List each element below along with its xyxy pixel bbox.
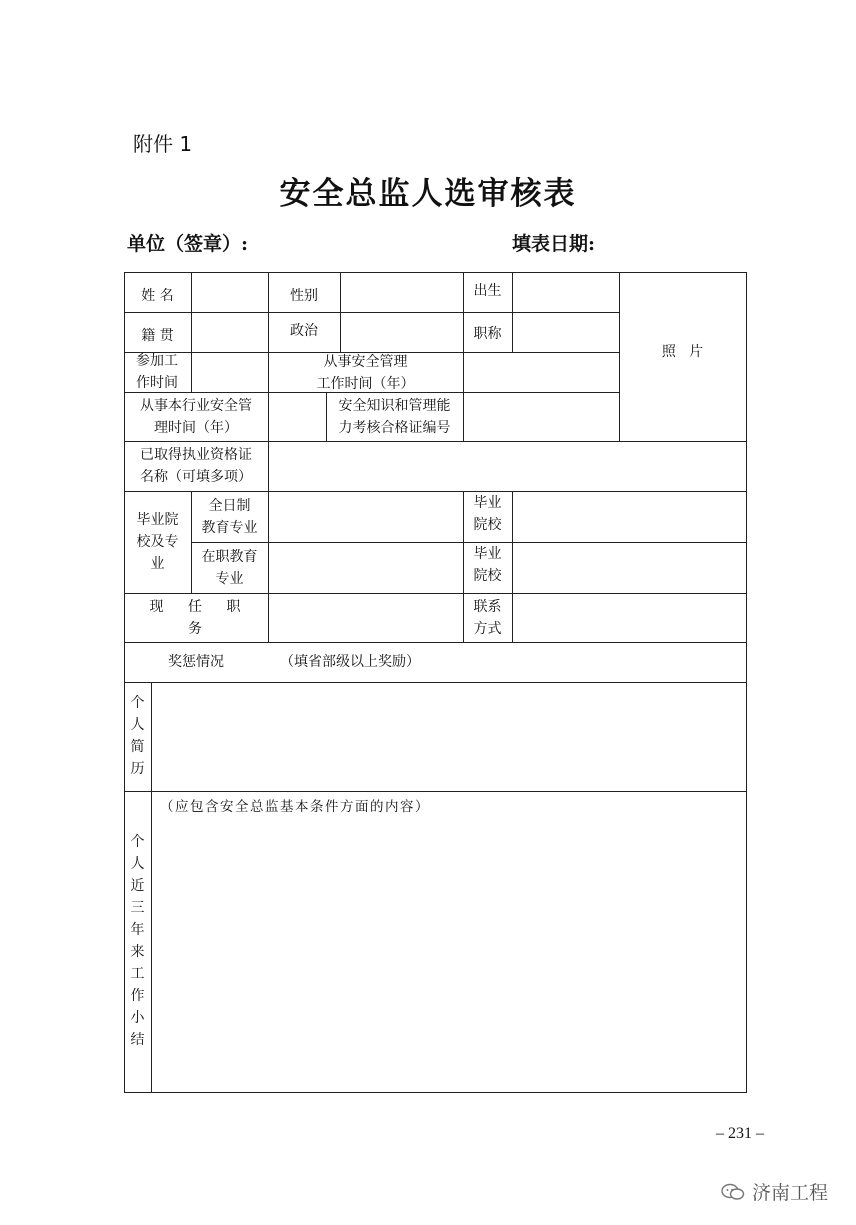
fulltime-edu-field[interactable] bbox=[268, 491, 463, 542]
grad-school-label bbox=[463, 491, 512, 542]
resume-char: 人 bbox=[130, 717, 145, 733]
awards-note: （填省部级以上奖励） bbox=[280, 654, 420, 670]
cert-number-line1: 安全知识和管理能 bbox=[338, 397, 451, 414]
cert-number-field[interactable] bbox=[463, 392, 619, 441]
native-place-label: 籍 贯 bbox=[141, 328, 174, 344]
school-major-line1: 毕业院 bbox=[136, 512, 179, 528]
fulltime-edu-line1: 全日制 bbox=[208, 497, 251, 514]
industry-years-label bbox=[124, 392, 268, 441]
summary-char: 结 bbox=[130, 1032, 145, 1048]
safety-years-field[interactable] bbox=[463, 352, 619, 392]
fill-date-label: 填表日期: bbox=[512, 233, 596, 255]
work-start-line2: 作时间 bbox=[136, 375, 178, 391]
contact-field[interactable] bbox=[512, 593, 746, 642]
birth-label: 出生 bbox=[473, 283, 502, 299]
qualification-line1: 已取得执业资格证 bbox=[140, 447, 252, 463]
birth-field[interactable] bbox=[512, 272, 619, 312]
resume-char: 历 bbox=[130, 761, 145, 777]
grad-school2-field[interactable] bbox=[512, 542, 746, 593]
title-rank-field[interactable] bbox=[512, 312, 619, 352]
school-major-line3: 业 bbox=[150, 556, 165, 572]
grad-school-line1: 毕业 bbox=[473, 495, 502, 511]
parttime-edu-line2: 专业 bbox=[215, 570, 244, 587]
industry-years-field[interactable] bbox=[268, 392, 326, 441]
gender-label: 性别 bbox=[290, 288, 318, 304]
politics-label: 政治 bbox=[290, 323, 318, 339]
name-field[interactable] bbox=[191, 272, 268, 312]
watermark-text: 济南工程 bbox=[751, 1182, 828, 1204]
photo-box[interactable] bbox=[619, 272, 746, 441]
summary-char: 年 bbox=[130, 922, 145, 938]
resume-field[interactable] bbox=[151, 682, 746, 791]
fulltime-edu-label bbox=[191, 491, 268, 542]
summary-char: 近 bbox=[130, 878, 145, 894]
gender-field[interactable] bbox=[340, 272, 463, 312]
native-place-field[interactable] bbox=[191, 312, 268, 352]
page-number: – 231 – bbox=[716, 1125, 764, 1142]
parttime-edu-line1: 在职教育 bbox=[201, 548, 258, 565]
summary-char: 小 bbox=[130, 1010, 145, 1026]
summary-char: 工 bbox=[130, 966, 145, 982]
parttime-edu-field[interactable] bbox=[268, 542, 463, 593]
cert-number-label bbox=[326, 392, 463, 441]
contact-line2: 方式 bbox=[473, 620, 502, 637]
parttime-edu-label bbox=[191, 542, 268, 593]
summary-field[interactable] bbox=[151, 791, 746, 1092]
qualification-field[interactable] bbox=[268, 441, 746, 491]
title-rank-label: 职称 bbox=[473, 326, 502, 342]
summary-char: 作 bbox=[130, 988, 145, 1004]
contact-line1: 联系 bbox=[473, 598, 502, 615]
summary-char: 人 bbox=[130, 856, 145, 872]
industry-years-line1: 从事本行业安全管 bbox=[140, 397, 252, 414]
summary-char: 来 bbox=[130, 944, 145, 960]
resume-char: 个 bbox=[130, 695, 145, 711]
work-start-field[interactable] bbox=[191, 352, 268, 392]
safety-years-line1: 从事安全管理 bbox=[323, 354, 408, 370]
summary-char: 三 bbox=[130, 900, 145, 916]
contact-label bbox=[463, 593, 512, 642]
fulltime-edu-line2: 教育专业 bbox=[201, 519, 258, 536]
work-start-line1: 参加工 bbox=[136, 353, 178, 369]
watermark bbox=[720, 1178, 828, 1205]
photo-label: 照 片 bbox=[661, 343, 704, 360]
grad-school-line2: 院校 bbox=[473, 517, 502, 533]
qualification-label bbox=[124, 441, 268, 491]
summary-char: 个 bbox=[130, 834, 145, 850]
industry-years-line2: 理时间（年） bbox=[154, 419, 238, 436]
wechat-icon bbox=[720, 1182, 746, 1202]
grad-school2-line2: 院校 bbox=[473, 568, 502, 584]
awards-field[interactable] bbox=[268, 642, 746, 682]
summary-note: （应包含安全总监基本条件方面的内容） bbox=[160, 799, 430, 815]
unit-seal-label: 单位（签章）: bbox=[127, 233, 249, 255]
position-field[interactable] bbox=[268, 593, 463, 642]
safety-years-line2: 工作时间（年） bbox=[316, 376, 415, 392]
position-label: 现 任 职 务 bbox=[149, 598, 251, 637]
work-start-label bbox=[124, 352, 191, 392]
annex-label: 附件 1 bbox=[133, 132, 193, 156]
grad-school-field[interactable] bbox=[512, 491, 746, 542]
safety-years-label bbox=[268, 352, 463, 392]
school-major-label bbox=[124, 491, 191, 593]
school-major-line2: 校及专 bbox=[136, 534, 179, 550]
grad-school2-line1: 毕业 bbox=[473, 546, 502, 562]
summary-label bbox=[124, 791, 151, 1092]
resume-char: 简 bbox=[130, 739, 145, 755]
name-label: 姓 名 bbox=[141, 288, 174, 304]
cert-number-line2: 力考核合格证编号 bbox=[338, 419, 451, 436]
resume-label bbox=[124, 682, 151, 791]
politics-field[interactable] bbox=[340, 312, 463, 352]
grad-school2-label bbox=[463, 542, 512, 593]
awards-label: 奖惩情况 bbox=[168, 654, 224, 670]
qualification-line2: 名称（可填多项） bbox=[140, 469, 252, 485]
form-title: 安全总监人选审核表 bbox=[279, 176, 577, 212]
